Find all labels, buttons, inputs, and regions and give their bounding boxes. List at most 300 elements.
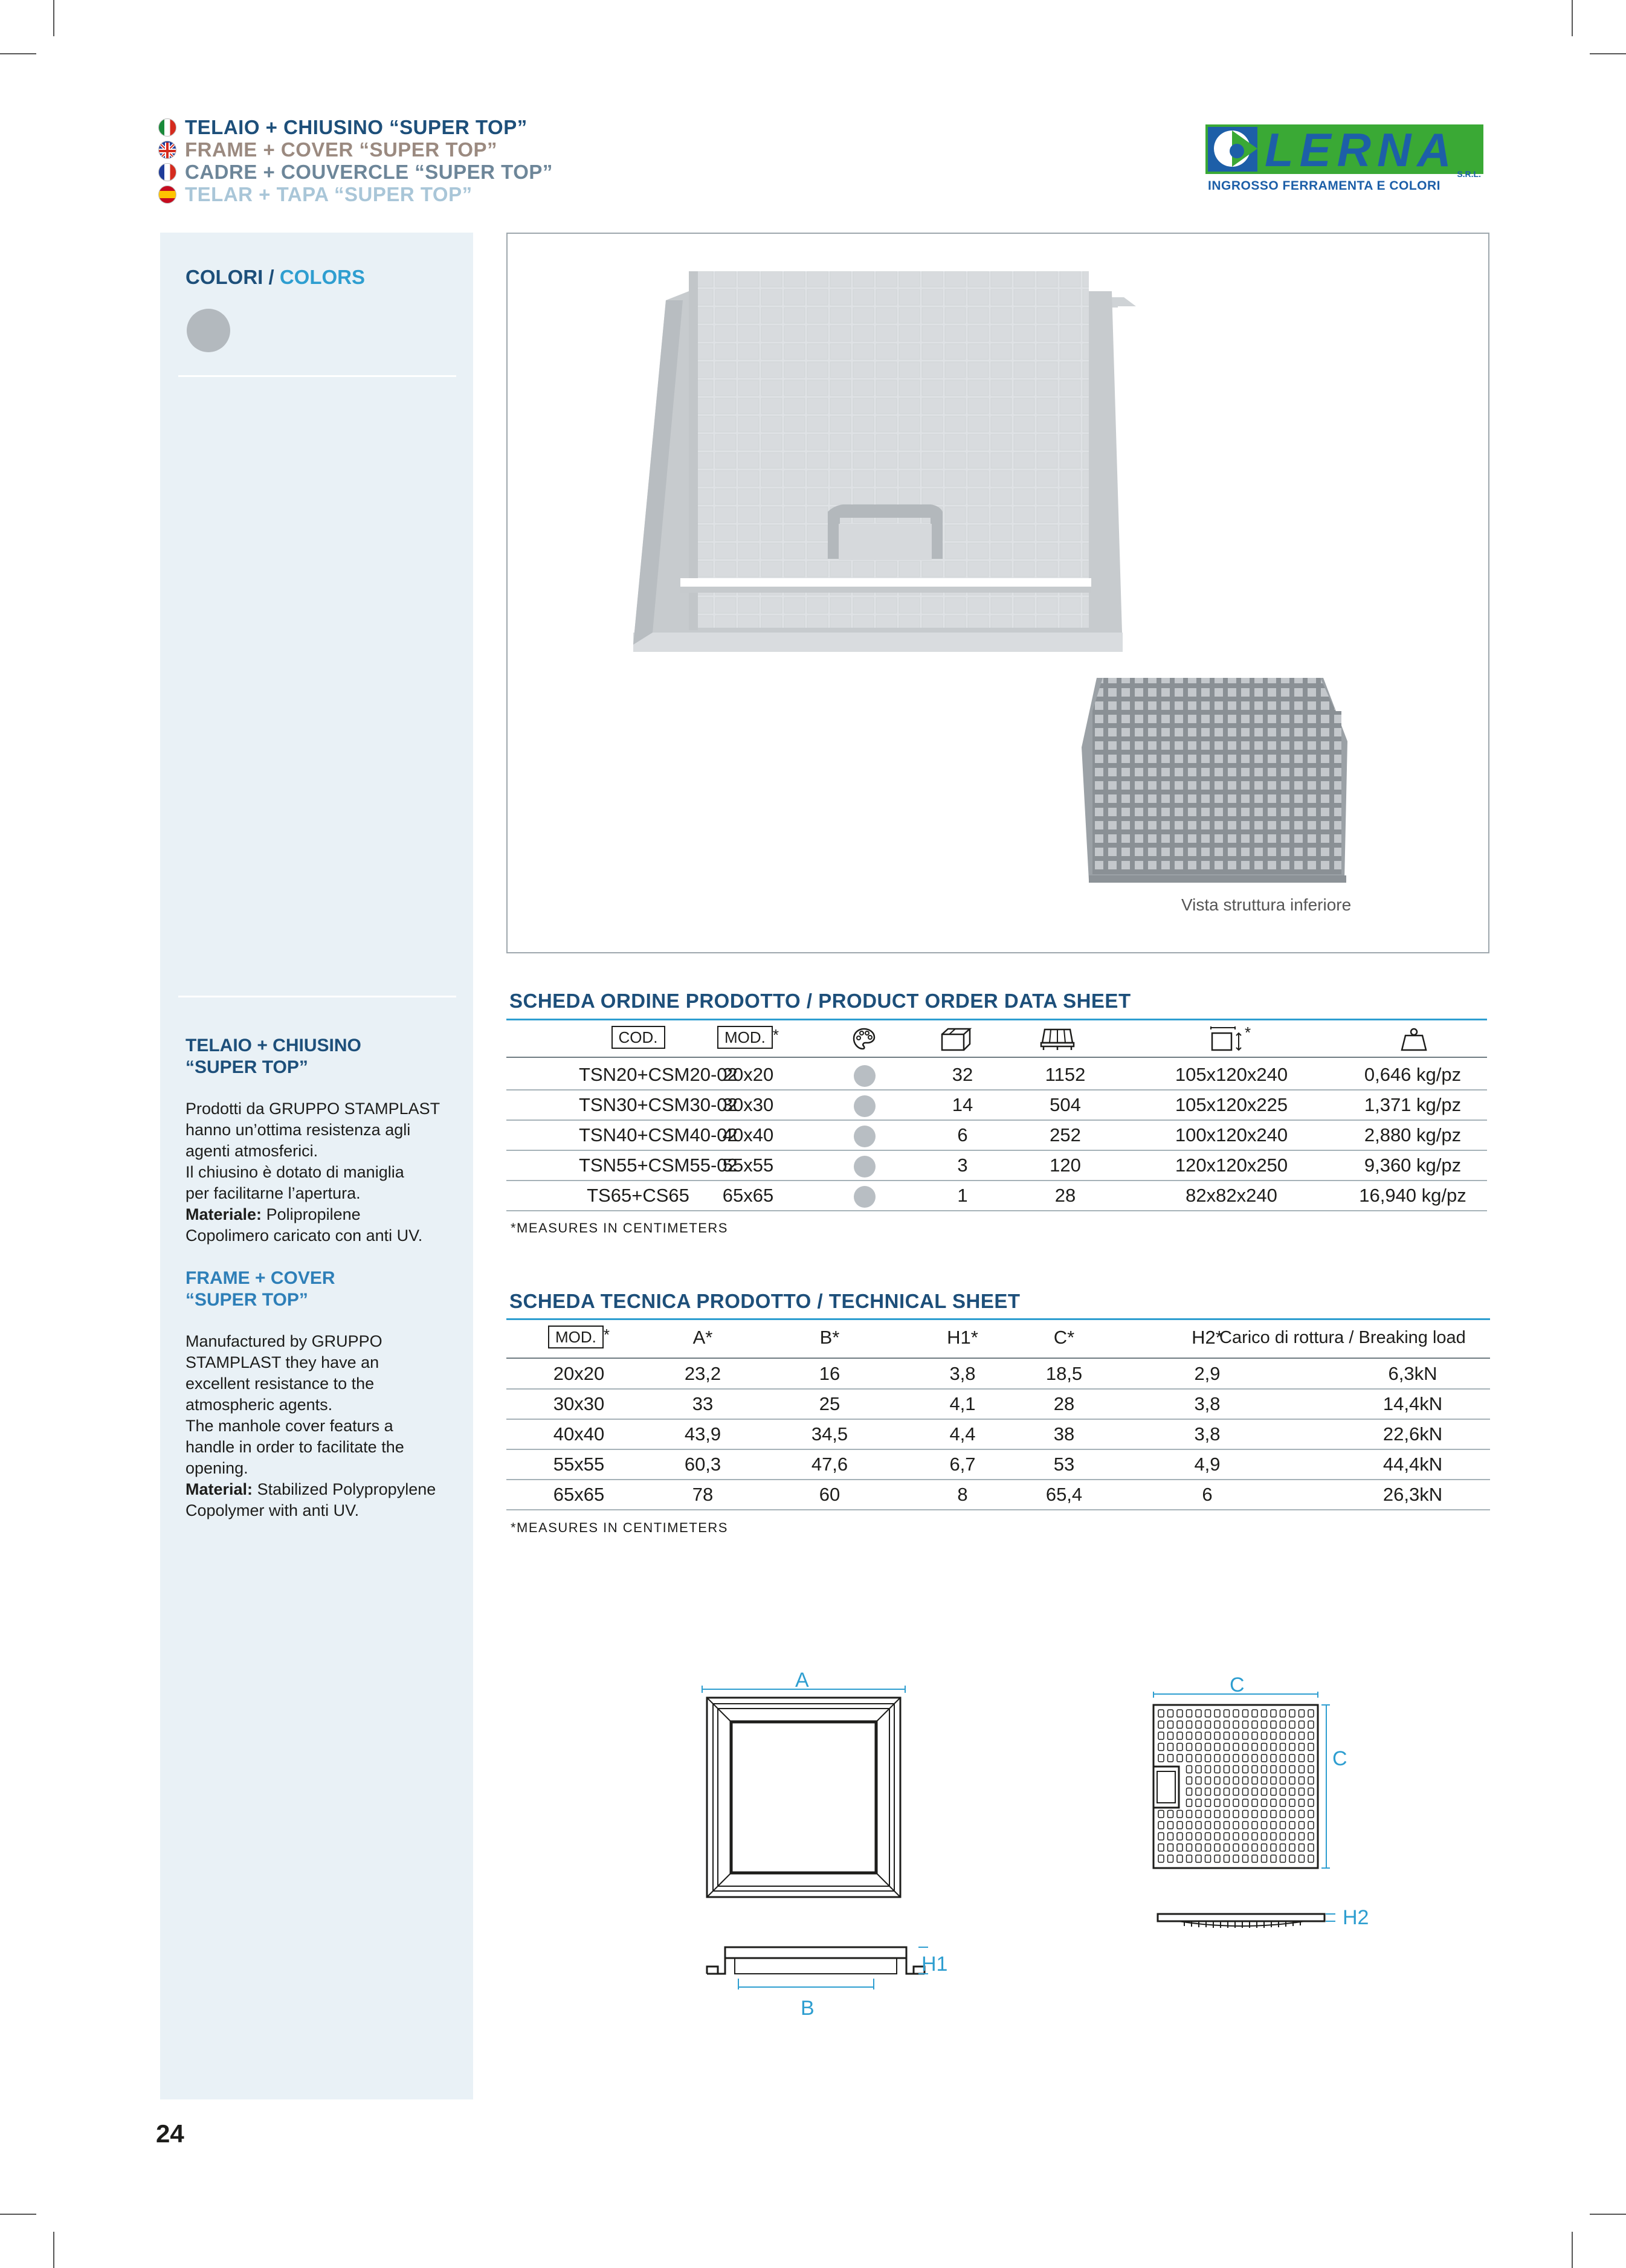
grid-cell [1168,1721,1173,1728]
order-cell-dims: 82x82x240 [1186,1185,1277,1206]
grid-cell [1196,1822,1201,1829]
grid-cell [1243,1844,1248,1851]
image-caption: Vista struttura inferiore [1181,895,1352,914]
tech-cell-h2: 2,9 [1194,1363,1221,1384]
grid-cell [1224,1777,1230,1784]
grid-cell [1252,1721,1257,1728]
grid-cell [1187,1855,1192,1863]
grid-cell [1289,1732,1295,1739]
tech-cell-c: 53 [1053,1454,1075,1475]
grid-cell [1224,1754,1230,1762]
grid-cell [1205,1799,1211,1806]
order-row-divider [506,1210,1487,1211]
grid-cell [1262,1788,1267,1796]
grid-cell [1205,1788,1211,1796]
grid-cell [1271,1844,1276,1851]
grid-cell [1233,1788,1239,1796]
grid-cell [1187,1811,1192,1818]
grid-cell [1158,1811,1164,1818]
grid-cell [1252,1710,1257,1717]
tech-cell-h2: 3,8 [1194,1423,1221,1445]
grid-cell [1187,1844,1192,1851]
grid-cell [1308,1754,1314,1762]
logo-brand: LERNA [1265,123,1457,176]
grid-cell [1196,1721,1201,1728]
order-header-divider [506,1057,1487,1058]
tech-row-divider [506,1509,1490,1510]
order-cell-box: 14 [952,1094,973,1115]
grid-cell [1158,1710,1164,1717]
order-cell-weight: 2,880 kg/pz [1364,1124,1462,1145]
grid-cell [1205,1811,1211,1818]
grid-cell [1233,1855,1239,1863]
grid-cell [1271,1754,1276,1762]
grid-cell [1196,1754,1201,1762]
order-cell-cod: TSN55+CSM55-02 [579,1155,738,1176]
grid-cell [1262,1766,1267,1773]
grid-cell [1215,1710,1220,1717]
tech-cell-b: 47,6 [811,1454,848,1475]
cover-top-diagram [1145,1687,1338,1886]
grid-cell [1187,1754,1192,1762]
title-french: CADRE + COUVERCLE “SUPER TOP” [158,161,553,184]
tech-cell-h2: 4,9 [1194,1454,1221,1475]
grid-cell [1177,1855,1182,1863]
grid-cell [1262,1777,1267,1784]
grid-cell [1280,1754,1286,1762]
grid-cell [1215,1744,1220,1751]
grid-cell [1299,1833,1305,1840]
grid-cell [1289,1855,1295,1863]
crop-mark [53,0,54,36]
grid-cell [1187,1799,1192,1806]
order-cell-cod: TSN30+CSM30-02 [579,1094,738,1115]
grid-cell [1187,1744,1192,1751]
tech-row-divider [506,1419,1490,1420]
grid-cell [1233,1811,1239,1818]
grid-cell [1243,1822,1248,1829]
grid-cell [1224,1844,1230,1851]
weight-icon [1399,1027,1428,1051]
grid-cell [1299,1777,1305,1784]
grid-cell [1224,1833,1230,1840]
tech-cell-h2: 6 [1202,1484,1213,1505]
mod-header: MOD. [717,1026,773,1049]
grid-cell [1271,1788,1276,1796]
grid-cell [1224,1732,1230,1739]
grid-cell [1289,1754,1295,1762]
lerna-logo [1205,120,1483,195]
grid-cell [1299,1799,1305,1806]
tech-cell-h1: 8 [957,1484,968,1505]
grid-cell [1280,1844,1286,1851]
tech-cell-b: 25 [819,1393,840,1414]
sidebar-divider [178,996,456,997]
grid-cell [1262,1844,1267,1851]
grid-cell [1308,1710,1314,1717]
grid-cell [1233,1844,1239,1851]
tech-mod-header: MOD. [548,1326,604,1348]
grid-cell [1168,1855,1173,1863]
italy-flag-icon [158,118,176,137]
grid-cell [1262,1732,1267,1739]
grid-cell [1289,1811,1295,1818]
grid-cell [1308,1766,1314,1773]
color-dot-grey [854,1065,876,1087]
grid-cell [1168,1754,1173,1762]
grid-cell [1289,1744,1295,1751]
order-cell-cod: TSN20+CSM20-02 [579,1064,738,1085]
grid-cell [1308,1788,1314,1796]
grid-cell [1280,1822,1286,1829]
tech-cell-h2: 3,8 [1194,1393,1221,1414]
tech-row-divider [506,1479,1490,1480]
grid-cell [1177,1744,1182,1751]
grid-cell [1280,1744,1286,1751]
grid-cell [1243,1777,1248,1784]
grid-cell [1158,1855,1164,1863]
product-image-frame [506,233,1489,953]
crop-mark [1590,53,1626,54]
grid-cell [1271,1766,1276,1773]
grid-cell [1299,1811,1305,1818]
tech-cell-c: 18,5 [1045,1363,1083,1384]
grid-cell [1243,1732,1248,1739]
grid-cell [1205,1721,1211,1728]
order-cell-pallet: 28 [1054,1185,1076,1206]
grid-cell [1158,1822,1164,1829]
grid-cell [1177,1833,1182,1840]
grid-cell [1280,1766,1286,1773]
tech-cell-load: 14,4kN [1382,1393,1443,1414]
grid-cell [1308,1833,1314,1840]
tech-cell-a: 23,2 [684,1363,721,1384]
grid-cell [1289,1799,1295,1806]
grid-cell [1187,1721,1192,1728]
tech-cell-mod: 65x65 [553,1484,605,1505]
grid-cell [1252,1754,1257,1762]
order-cell-dims: 105x120x225 [1175,1094,1288,1115]
order-cell-weight: 9,360 kg/pz [1364,1155,1462,1176]
grid-cell [1299,1744,1305,1751]
grid-cell [1233,1732,1239,1739]
grid-cell [1289,1788,1295,1796]
order-cell-mod: 30x30 [722,1094,774,1115]
grid-cell [1299,1788,1305,1796]
tech-sheet-title: SCHEDA TECNICA PRODOTTO / TECHNICAL SHEET [509,1290,1021,1312]
grid-cell [1280,1721,1286,1728]
uk-flag-icon [158,141,176,159]
grid-cell [1177,1710,1182,1717]
english-description-title: FRAME + COVER “SUPER TOP” [186,1268,335,1310]
order-cell-mod: 55x55 [722,1155,774,1176]
grid-cell [1243,1721,1248,1728]
grid-cell [1233,1721,1239,1728]
grid-cell [1205,1766,1211,1773]
grid-cell [1177,1721,1182,1728]
grid-cell [1196,1744,1201,1751]
grid-cell [1262,1811,1267,1818]
grid-cell [1280,1833,1286,1840]
order-row-divider [506,1150,1487,1151]
grid-cell [1196,1710,1201,1717]
grid-cell [1196,1766,1201,1773]
grid-cell [1243,1744,1248,1751]
color-dot-grey [854,1095,876,1117]
logo-suffix: S.R.L. [1457,169,1481,179]
grid-cell [1271,1822,1276,1829]
grid-cell [1215,1855,1220,1863]
grid-cell [1262,1710,1267,1717]
grid-cell [1205,1744,1211,1751]
tech-cell-load: 22,6kN [1382,1423,1443,1445]
grid-cell [1168,1744,1173,1751]
tech-cell-a: 78 [692,1484,714,1505]
grid-cell [1299,1710,1305,1717]
grid-cell [1308,1811,1314,1818]
grid-cell [1299,1732,1305,1739]
grid-cell [1168,1811,1173,1818]
tech-cell-mod: 30x30 [553,1393,605,1414]
color-dot-grey [854,1186,876,1208]
grid-cell [1233,1822,1239,1829]
grid-cell [1252,1732,1257,1739]
grid-cell [1205,1855,1211,1863]
color-palette-icon [852,1027,876,1051]
grid-cell [1168,1844,1173,1851]
grid-cell [1233,1766,1239,1773]
grid-cell [1168,1710,1173,1717]
order-cell-weight: 16,940 kg/pz [1359,1185,1466,1206]
col-b-header: B* [819,1327,840,1348]
grid-cell [1215,1811,1220,1818]
tech-cell-load: 26,3kN [1382,1484,1443,1505]
grid-cell [1271,1855,1276,1863]
grid-cell [1308,1855,1314,1863]
grid-cell [1215,1844,1220,1851]
grid-cell [1224,1811,1230,1818]
grid-cell [1158,1721,1164,1728]
grid-cell [1289,1721,1295,1728]
grid-cell [1205,1833,1211,1840]
grid-cell [1196,1844,1201,1851]
logo-tagline: INGROSSO FERRAMENTA E COLORI [1208,179,1441,193]
dimension-label-c-width: C [1230,1674,1245,1696]
grid-cell [1271,1811,1276,1818]
grid-cell [1262,1744,1267,1751]
grid-cell [1243,1766,1248,1773]
tech-row-divider [506,1449,1490,1450]
crop-mark [1590,2214,1626,2215]
order-sheet-note: *MEASURES IN CENTIMETERS [511,1220,728,1235]
tech-cell-mod: 40x40 [553,1423,605,1445]
spain-flag-icon [158,185,176,204]
grid-cell [1215,1799,1220,1806]
order-cell-pallet: 120 [1050,1155,1081,1176]
grid-cell [1243,1799,1248,1806]
grid-cell [1233,1744,1239,1751]
grid-cell [1289,1833,1295,1840]
tech-cell-c: 38 [1053,1423,1075,1445]
grid-cell [1271,1744,1276,1751]
dimension-label-h1: H1 [921,1953,948,1976]
france-flag-icon [158,163,176,181]
grid-cell [1187,1766,1192,1773]
grid-cell [1308,1844,1314,1851]
grid-cell [1196,1833,1201,1840]
grid-cell [1262,1799,1267,1806]
grid-cell [1187,1822,1192,1829]
grid-cell [1308,1721,1314,1728]
grid-cell [1252,1744,1257,1751]
grid-cell [1262,1754,1267,1762]
grid-cell [1158,1732,1164,1739]
grid-cell [1262,1833,1267,1840]
grid-cell [1243,1754,1248,1762]
grid-cell [1243,1855,1248,1863]
grid-cell [1224,1721,1230,1728]
box-icon [940,1027,972,1051]
order-cell-dims: 100x120x240 [1175,1124,1288,1145]
tech-cell-mod: 55x55 [553,1454,605,1475]
grid-cell [1168,1833,1173,1840]
tech-cell-load: 6,3kN [1388,1363,1437,1384]
col-a-header: A* [692,1327,713,1348]
grid-cell [1196,1788,1201,1796]
grid-cell [1215,1766,1220,1773]
grid-cell [1280,1710,1286,1717]
english-description: Manufactured by GRUPPO STAMPLAST they have an excellent resistance to the atmospheric agents. The manhole cover featurs a handle in order to facilitate the opening. Material: Stabilized Polypropylene Copolymer with anti UV. [186,1332,436,1519]
grid-cell [1299,1822,1305,1829]
title-italian: TELAIO + CHIUSINO “SUPER TOP” [158,116,527,139]
grid-cell [1224,1766,1230,1773]
grid-cell [1168,1732,1173,1739]
order-cell-mod: 65x65 [722,1185,774,1206]
grid-cell [1289,1766,1295,1773]
grid-cell [1308,1732,1314,1739]
order-sheet-rule [506,1019,1487,1020]
tech-cell-h1: 4,4 [949,1423,976,1445]
color-dot-grey [854,1126,876,1147]
order-cell-mod: 20x20 [722,1064,774,1085]
grid-cell [1233,1777,1239,1784]
grid-cell [1299,1766,1305,1773]
grid-cell [1215,1777,1220,1784]
grid-cell [1196,1777,1201,1784]
order-sheet-title: SCHEDA ORDINE PRODOTTO / PRODUCT ORDER DATA SHEET [509,990,1131,1012]
tech-cell-a: 60,3 [684,1454,721,1475]
order-cell-dims: 120x120x250 [1175,1155,1288,1176]
tech-cell-a: 33 [692,1393,714,1414]
grid-cell [1280,1855,1286,1863]
grid-cell [1252,1833,1257,1840]
title-english: FRAME + COVER “SUPER TOP” [158,138,497,161]
order-row-divider [506,1089,1487,1091]
grid-cell [1168,1822,1173,1829]
grid-cell [1299,1855,1305,1863]
order-header-row: COD. MOD. * * [506,1023,1487,1054]
grid-cell [1252,1777,1257,1784]
dimension-label-b: B [801,1997,815,2020]
order-cell-pallet: 252 [1050,1124,1081,1145]
grid-cell [1243,1833,1248,1840]
dimensions-icon [1208,1026,1244,1054]
grid-cell [1224,1744,1230,1751]
grid-cell [1271,1732,1276,1739]
grid-cell [1271,1833,1276,1840]
tech-sheet-rule [506,1318,1490,1320]
color-swatch-grey [187,309,230,352]
grid-cell [1205,1710,1211,1717]
grid-cell [1187,1732,1192,1739]
crop-mark [1572,0,1573,36]
grid-cell [1224,1710,1230,1717]
grid-cell [1243,1710,1248,1717]
color-dot-grey [854,1156,876,1177]
grid-cell [1177,1844,1182,1851]
col-h1-header: H1* [947,1327,978,1348]
order-cell-mod: 40x40 [722,1124,774,1145]
grid-cell [1243,1811,1248,1818]
grid-cell [1308,1744,1314,1751]
tech-cell-b: 34,5 [811,1423,848,1445]
frame-top-diagram [689,1667,931,1921]
crop-mark [0,53,36,54]
grid-cell [1215,1788,1220,1796]
order-cell-cod: TSN40+CSM40-02 [579,1124,738,1145]
grid-cell [1289,1777,1295,1784]
grid-cell [1252,1799,1257,1806]
grid-cell [1252,1844,1257,1851]
col-h2-header: H2* [1192,1327,1223,1348]
grid-cell [1158,1744,1164,1751]
grid-cell [1233,1710,1239,1717]
order-cell-box: 1 [957,1185,968,1206]
grid-cell [1252,1766,1257,1773]
grid-cell [1289,1710,1295,1717]
tech-cell-b: 16 [819,1363,840,1384]
order-row-divider [506,1180,1487,1181]
grid-cell [1243,1788,1248,1796]
tech-cell-h1: 4,1 [949,1393,976,1414]
tech-cell-mod: 20x20 [553,1363,605,1384]
order-cell-dims: 105x120x240 [1175,1064,1288,1085]
grid-cell [1271,1799,1276,1806]
tech-cell-b: 60 [819,1484,840,1505]
crop-mark [0,2214,36,2215]
tech-header-row: MOD. * A* B* H1* C* H2* Carico di rottura / Breaking load [506,1323,1490,1353]
crop-mark [53,2232,54,2268]
tech-cell-c: 28 [1053,1393,1075,1414]
tech-sheet-note: *MEASURES IN CENTIMETERS [511,1520,728,1535]
tech-cell-h1: 3,8 [949,1363,976,1384]
dimension-label-h2: H2 [1343,1906,1369,1929]
order-cell-box: 32 [952,1064,973,1085]
cod-header: COD. [611,1026,665,1049]
tech-cell-c: 65,4 [1045,1484,1083,1505]
grid-cell [1233,1799,1239,1806]
product-photo [508,234,1488,952]
grid-cell [1187,1833,1192,1840]
grid-cell [1252,1822,1257,1829]
order-cell-pallet: 504 [1050,1094,1081,1115]
tech-cell-a: 43,9 [684,1423,721,1445]
grid-cell [1289,1822,1295,1829]
grid-cell [1215,1754,1220,1762]
order-cell-weight: 1,371 kg/pz [1364,1094,1462,1115]
grid-cell [1187,1777,1192,1784]
grid-cell [1196,1811,1201,1818]
